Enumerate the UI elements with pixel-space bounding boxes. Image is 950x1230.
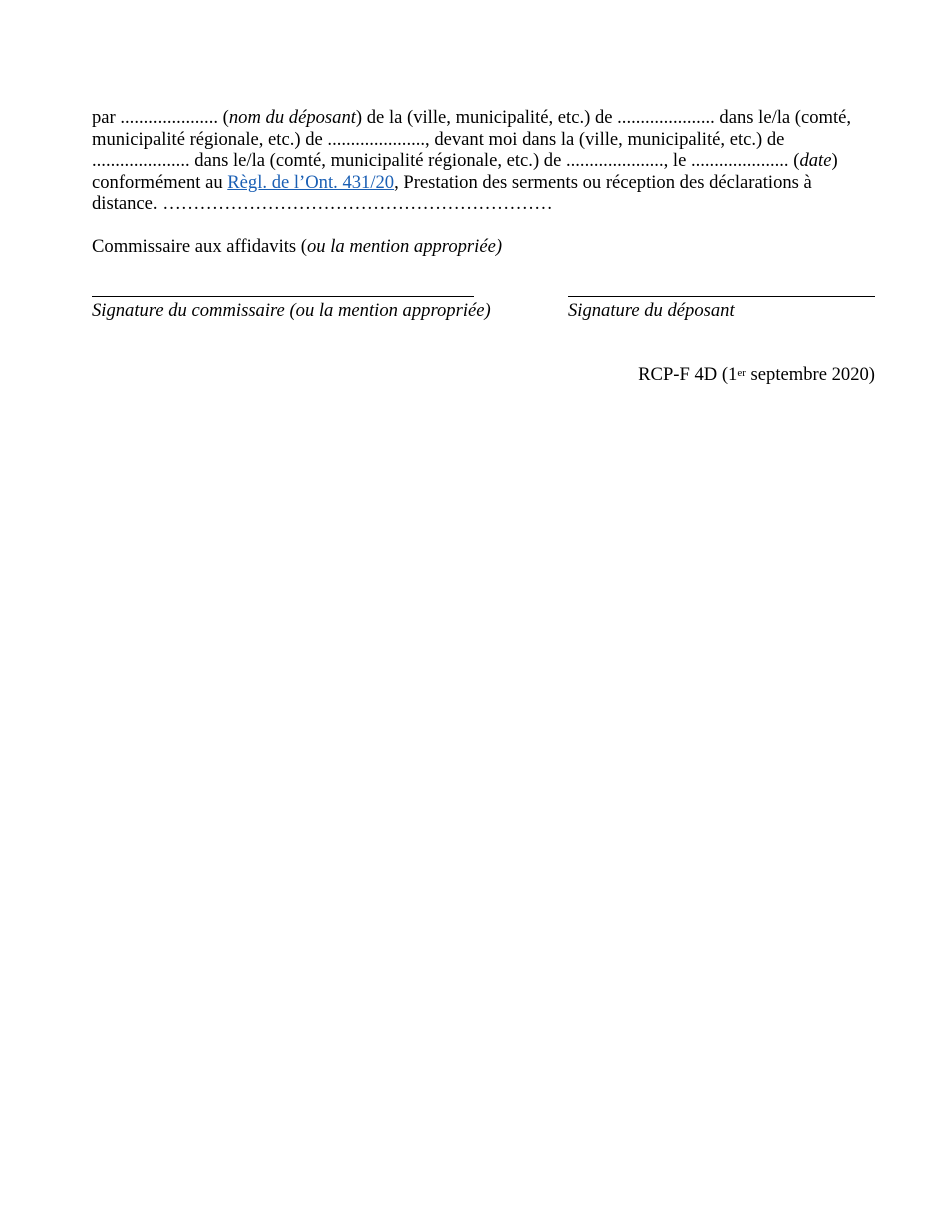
regulation-link[interactable]: Règl. de l’Ont. 431/20 — [227, 171, 395, 193]
text-line-1-rest: ) de la (ville, municipalité, etc.) de ..................... dans le/la (comté, — [355, 107, 852, 128]
paragraph-line-2 — [92, 129, 882, 151]
text-line-3-end: ) — [831, 150, 838, 172]
paragraph-line-1 — [92, 107, 882, 129]
text-line-2: municipalité régionale, etc.) de ....................., devant moi dans la (ville, municipalité, etc.) de — [92, 128, 785, 150]
paragraph-line-5 — [92, 193, 882, 215]
text-date: date — [799, 150, 832, 172]
commissaire-text: Commissaire aux affidavits ( — [92, 236, 307, 257]
attestation-paragraph — [92, 107, 882, 215]
text-distance: distance. ……………………………………………………… — [92, 193, 553, 215]
paragraph-line-3 — [92, 150, 882, 172]
commissaire-italic: ou la mention appropriée) — [307, 236, 503, 257]
form-id-suffix: septembre 2020) — [745, 364, 875, 385]
text-par: par ..................... ( — [92, 107, 229, 128]
deponent-signature-label: Signature du déposant — [568, 300, 735, 321]
deponent-signature-line — [568, 296, 875, 297]
form-identifier — [638, 364, 875, 386]
text-nom-du-deposant: nom du déposant — [228, 107, 356, 128]
text-conformement: conformément au — [92, 171, 228, 193]
commissioner-signature-line — [92, 296, 474, 297]
form-id-prefix: RCP-F 4D (1 — [638, 364, 738, 385]
text-prestation: , Prestation des serments ou réception des déclarations à — [394, 171, 812, 193]
commissioner-signature-label: Signature du commissaire (ou la mention appropriée) — [92, 300, 491, 321]
commissaire-heading — [92, 236, 502, 258]
text-line-3-start: ..................... dans le/la (comté, municipalité régionale, etc.) de ....................., le ..................... ( — [92, 150, 800, 172]
form-id-superscript: er — [737, 367, 746, 379]
paragraph-line-4 — [92, 172, 882, 194]
